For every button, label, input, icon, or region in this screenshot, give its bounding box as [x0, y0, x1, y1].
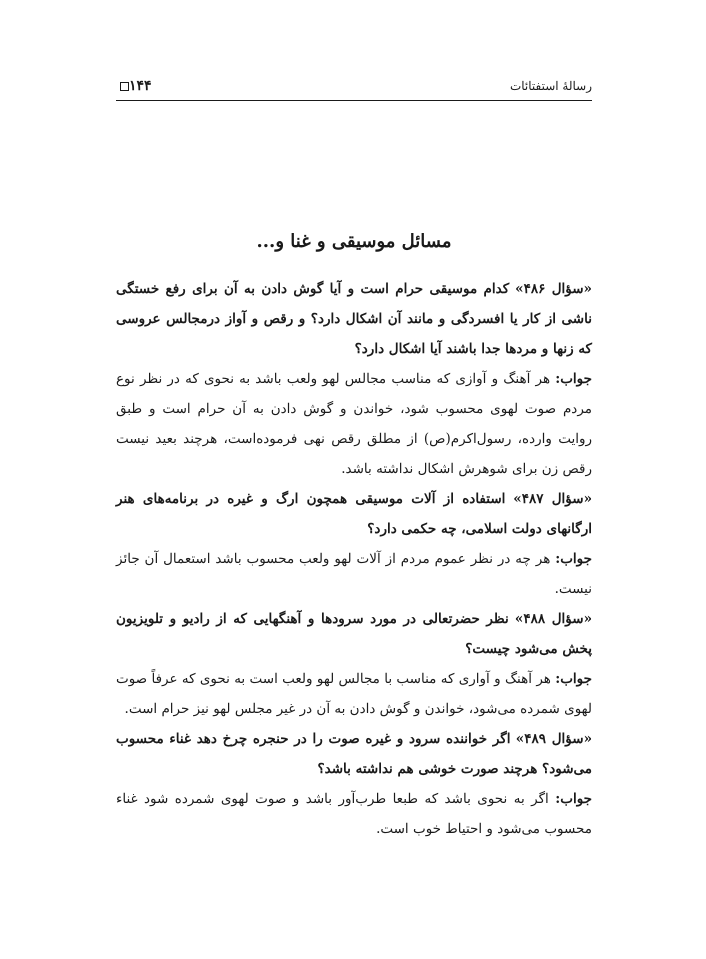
answer-label: جواب: — [555, 791, 593, 807]
answer-489 — [116, 784, 592, 844]
question-text: استفاده از آلات موسیقی همچون ارگ و غیره در برنامه‌های هنر ارگانهای دولت اسلامی، چه حکمی دارد؟ — [116, 491, 592, 537]
answer-label: جواب: — [555, 671, 592, 687]
question-489 — [116, 724, 592, 784]
page-number: ۱۴۴ — [129, 78, 152, 94]
answer-label: جواب: — [555, 551, 592, 567]
square-bullet-icon — [120, 82, 129, 91]
question-text: نظر حضرتعالی در مورد سرودها و آهنگهایی که از رادیو و تلویزیون پخش می‌شود چیست؟ — [116, 611, 592, 657]
main-content — [116, 228, 592, 844]
answer-486 — [116, 364, 592, 484]
question-number: «سؤال ۴۸۸» — [514, 611, 593, 627]
header-page-number — [116, 78, 152, 94]
question-487 — [116, 484, 592, 544]
question-text: کدام موسیقی حرام است و آیا گوش دادن به آن برای رفع خستگی ناشی از کار یا افسردگی و مانند آن اشکال دارد؟ و رقص و آواز درمجالس عروسی که زنها و مردها جدا باشند آیا اشکال دارد؟ — [116, 281, 592, 357]
answer-488 — [116, 664, 592, 724]
running-title: رسالهٔ استفتائات — [509, 79, 592, 93]
question-486 — [116, 274, 592, 364]
answer-text: هر چه در نظر عموم مردم از آلات لهو ولعب محسوب باشد استعمال آن جائز نیست. — [116, 551, 592, 597]
answer-text: هر آهنگ و آواری که مناسب با مجالس لهو ولعب است به نحوی که عرفاً صوت لهوی شمرده می‌شود، خواندن و گوش دادن به آن در غیر مجلس لهو نیز حرام است. — [116, 671, 592, 717]
section-title: مسائل موسیقی و غنا و... — [256, 231, 452, 252]
answer-label: جواب: — [555, 371, 592, 387]
question-text: اگر خواننده سرود و غیره صوت را در حنجره چرخ دهد غناء محسوب می‌شود؟ هرچند صورت خوشی هم نداشته باشد؟ — [116, 731, 592, 777]
header-rule — [116, 100, 592, 101]
answer-487 — [116, 544, 592, 604]
answer-text: اگر به نحوی باشد که طبعا طرب‌آور باشد و صوت لهوی شمرده شود غناء محسوب می‌شود و احتیاط خوب است. — [116, 791, 592, 837]
question-number: «سؤال ۴۸۶» — [515, 281, 592, 297]
question-number: «سؤال ۴۸۷» — [513, 491, 593, 507]
answer-text: هر آهنگ و آوازی که مناسب مجالس لهو ولعب باشد به نحوی که در نظر نوع مردم صوت لهوی محسوب شود، خواندن و گوش دادن به آن حرام است و طبق روایت وارده، رسول‌اکرم(ص) از مطلق رقص نهی فرموده‌است، هرچند بعید نیست رقص زن برای شوهرش اشکال نداشته باشد. — [116, 371, 592, 477]
question-number: «سؤال ۴۸۹» — [515, 731, 593, 747]
running-header — [116, 72, 592, 102]
question-488 — [116, 604, 592, 664]
